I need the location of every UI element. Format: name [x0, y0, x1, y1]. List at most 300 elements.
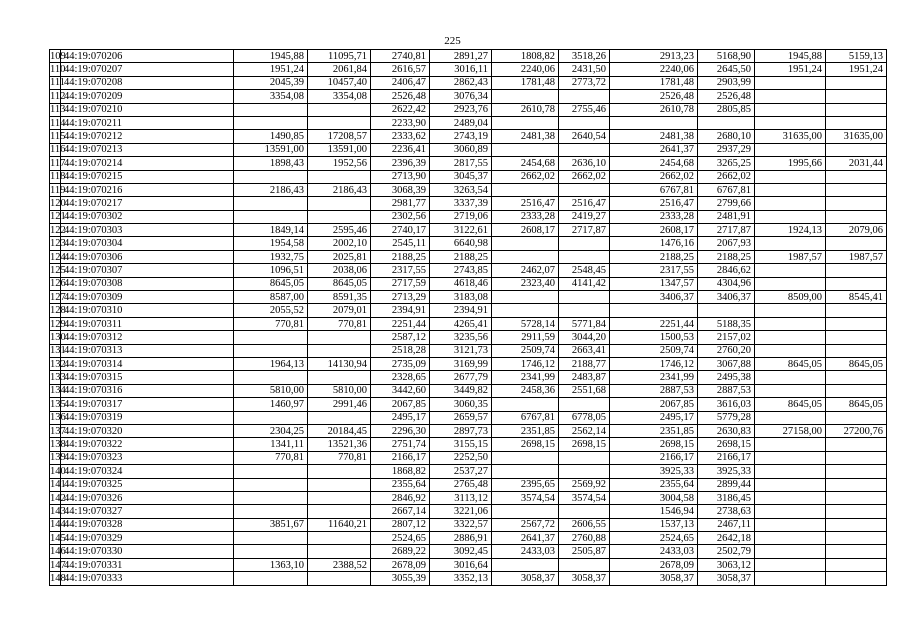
value-cell: 2630,83 [698, 424, 755, 437]
value-cell: 6640,98 [430, 237, 492, 250]
value-cell [755, 170, 826, 183]
value-cell [755, 572, 826, 585]
table-row [50, 277, 887, 290]
row-number: 119 [50, 184, 66, 196]
table-row [50, 451, 887, 464]
value-cell: 11095,71 [308, 50, 371, 63]
row-number: 125 [50, 264, 66, 276]
row-number: 123 [50, 238, 66, 250]
table-body [50, 50, 887, 586]
table-row [50, 465, 887, 478]
row-number: 120 [50, 197, 66, 209]
table-row [50, 157, 887, 170]
value-cell [492, 304, 559, 317]
value-cell: 2188,25 [698, 250, 755, 263]
value-cell: 3354,08 [234, 90, 308, 103]
value-cell [755, 116, 826, 129]
value-cell: 2002,10 [308, 237, 371, 250]
row-number: 134 [50, 385, 66, 397]
value-cell: 1945,88 [234, 50, 308, 63]
row-number: 121 [50, 211, 66, 223]
value-cell: 2495,17 [371, 411, 430, 424]
value-cell [755, 103, 826, 116]
value-cell [234, 170, 308, 183]
value-cell [234, 344, 308, 357]
cadastral-code: 44:19:070325 [61, 478, 234, 491]
value-cell: 2524,65 [371, 532, 430, 545]
row-number: 142 [50, 492, 66, 504]
cadastral-code: 44:19:070327 [61, 505, 234, 518]
value-cell: 2773,72 [559, 76, 610, 89]
value-cell [755, 331, 826, 344]
value-cell: 2395,65 [492, 478, 559, 491]
value-cell [826, 558, 887, 571]
value-cell [755, 210, 826, 223]
value-cell: 2166,17 [698, 451, 755, 464]
value-cell: 3322,57 [430, 518, 492, 531]
value-cell: 2394,91 [371, 304, 430, 317]
value-cell [826, 371, 887, 384]
value-cell: 1849,14 [234, 224, 308, 237]
value-cell: 3406,37 [698, 291, 755, 304]
cadastral-code: 44:19:070328 [61, 518, 234, 531]
value-cell: 2495,38 [698, 371, 755, 384]
value-cell: 2743,85 [430, 264, 492, 277]
row-number: 110 [50, 64, 66, 76]
value-cell: 2355,64 [610, 478, 698, 491]
value-cell: 2698,15 [610, 438, 698, 451]
value-cell: 2805,85 [698, 103, 755, 116]
value-cell [826, 532, 887, 545]
row-number: 112 [50, 90, 66, 102]
value-cell: 3265,25 [698, 157, 755, 170]
value-cell: 4265,41 [430, 317, 492, 330]
value-cell: 20184,45 [308, 424, 371, 437]
value-cell [559, 116, 610, 129]
value-cell [234, 491, 308, 504]
value-cell [755, 317, 826, 330]
value-cell [826, 491, 887, 504]
value-cell [826, 90, 887, 103]
row-number: 138 [50, 439, 66, 451]
value-cell: 1500,53 [610, 331, 698, 344]
value-cell [234, 331, 308, 344]
value-cell: 1987,57 [755, 250, 826, 263]
value-cell: 8587,00 [234, 291, 308, 304]
value-cell: 6767,81 [698, 183, 755, 196]
value-cell: 2458,36 [492, 384, 559, 397]
table-row [50, 505, 887, 518]
cadastral-code: 44:19:070323 [61, 451, 234, 464]
cadastral-code: 44:19:070306 [61, 250, 234, 263]
value-cell [755, 411, 826, 424]
value-cell: 2252,50 [430, 451, 492, 464]
value-cell: 2055,52 [234, 304, 308, 317]
value-cell: 1898,43 [234, 157, 308, 170]
cadastral-code: 44:19:070217 [61, 197, 234, 210]
value-cell: 2396,39 [371, 157, 430, 170]
value-cell: 2606,55 [559, 518, 610, 531]
value-cell: 2569,92 [559, 478, 610, 491]
value-cell: 2333,28 [492, 210, 559, 223]
cadastral-code: 44:19:070333 [61, 572, 234, 585]
value-cell [826, 237, 887, 250]
value-cell: 2678,09 [610, 558, 698, 571]
value-cell: 2433,03 [610, 545, 698, 558]
value-cell: 2467,11 [698, 518, 755, 531]
cadastral-code: 44:19:070304 [61, 237, 234, 250]
value-cell: 2991,46 [308, 398, 371, 411]
table-row [50, 478, 887, 491]
row-number: 147 [50, 559, 66, 571]
value-cell: 2717,59 [371, 277, 430, 290]
value-cell: 11640,21 [308, 518, 371, 531]
value-cell: 3616,03 [698, 398, 755, 411]
value-cell: 2495,17 [610, 411, 698, 424]
value-cell: 1924,13 [755, 224, 826, 237]
value-cell: 2518,28 [371, 344, 430, 357]
value-cell: 770,81 [234, 317, 308, 330]
table-row [50, 224, 887, 237]
value-cell: 3442,60 [371, 384, 430, 397]
value-cell: 2355,64 [371, 478, 430, 491]
value-cell [308, 197, 371, 210]
table-row [50, 264, 887, 277]
value-cell: 2862,43 [430, 76, 492, 89]
value-cell: 1995,66 [755, 157, 826, 170]
value-cell [826, 545, 887, 558]
table-row [50, 357, 887, 370]
value-cell: 3044,20 [559, 331, 610, 344]
cadastral-code: 44:19:070320 [61, 424, 234, 437]
value-cell: 2645,50 [698, 63, 755, 76]
row-number: 148 [50, 572, 66, 584]
value-cell [492, 237, 559, 250]
value-cell: 2031,44 [826, 157, 887, 170]
value-cell: 3518,26 [559, 50, 610, 63]
value-cell: 1746,12 [492, 357, 559, 370]
value-cell: 3058,37 [559, 572, 610, 585]
value-cell: 3060,89 [430, 143, 492, 156]
value-cell: 1868,82 [371, 465, 430, 478]
value-cell: 3352,13 [430, 572, 492, 585]
cadastral-code: 44:19:070302 [61, 210, 234, 223]
value-cell [755, 277, 826, 290]
value-cell: 8645,05 [755, 357, 826, 370]
row-number: 113 [50, 104, 66, 116]
row-number: 124 [50, 251, 66, 263]
value-cell: 2887,53 [610, 384, 698, 397]
value-cell: 2166,17 [610, 451, 698, 464]
value-cell: 3186,45 [698, 491, 755, 504]
table-row [50, 545, 887, 558]
value-cell [308, 532, 371, 545]
value-cell: 8545,41 [826, 291, 887, 304]
value-cell: 2548,45 [559, 264, 610, 277]
value-cell: 2188,25 [371, 250, 430, 263]
value-cell: 2717,87 [698, 224, 755, 237]
value-cell [559, 304, 610, 317]
row-number: 137 [50, 425, 66, 437]
value-cell: 2188,25 [430, 250, 492, 263]
value-cell: 3076,34 [430, 90, 492, 103]
value-cell: 4618,46 [430, 277, 492, 290]
cadastral-code: 44:19:070208 [61, 76, 234, 89]
cadastral-code: 44:19:070331 [61, 558, 234, 571]
value-cell: 2610,78 [492, 103, 559, 116]
value-cell [492, 183, 559, 196]
value-cell [492, 143, 559, 156]
value-cell: 3925,33 [610, 465, 698, 478]
value-cell: 5771,84 [559, 317, 610, 330]
value-cell: 2388,52 [308, 558, 371, 571]
row-number: 131 [50, 345, 66, 357]
value-cell: 2351,85 [492, 424, 559, 437]
value-cell: 2067,85 [610, 398, 698, 411]
cadastral-code: 44:19:070209 [61, 90, 234, 103]
value-cell: 2760,20 [698, 344, 755, 357]
row-number: 135 [50, 398, 66, 410]
value-cell: 2640,54 [559, 130, 610, 143]
value-cell: 3263,54 [430, 183, 492, 196]
value-cell [826, 518, 887, 531]
value-cell: 2981,77 [371, 197, 430, 210]
value-cell: 2662,02 [559, 170, 610, 183]
value-cell [492, 250, 559, 263]
table-row [50, 250, 887, 263]
table-row [50, 411, 887, 424]
value-cell [826, 451, 887, 464]
value-cell: 2454,68 [492, 157, 559, 170]
value-cell: 5810,00 [234, 384, 308, 397]
value-cell [755, 518, 826, 531]
value-cell: 1363,10 [234, 558, 308, 571]
value-cell [755, 438, 826, 451]
value-cell [826, 170, 887, 183]
value-cell: 2481,38 [492, 130, 559, 143]
value-cell: 2545,11 [371, 237, 430, 250]
value-cell: 2678,09 [371, 558, 430, 571]
value-cell [308, 331, 371, 344]
row-number: 136 [50, 412, 66, 424]
value-cell: 2595,46 [308, 224, 371, 237]
row-number: 132 [50, 358, 66, 370]
value-cell: 1546,94 [610, 505, 698, 518]
value-cell [755, 558, 826, 571]
value-cell [755, 344, 826, 357]
value-cell: 3337,39 [430, 197, 492, 210]
table-row [50, 143, 887, 156]
cadastral-code: 44:19:070307 [61, 264, 234, 277]
value-cell: 2481,91 [698, 210, 755, 223]
value-cell: 1987,57 [826, 250, 887, 263]
value-cell [826, 438, 887, 451]
value-cell: 5779,28 [698, 411, 755, 424]
value-cell [755, 384, 826, 397]
value-cell: 3016,64 [430, 558, 492, 571]
table-row [50, 344, 887, 357]
value-cell [826, 76, 887, 89]
cadastral-code: 44:19:070213 [61, 143, 234, 156]
value-cell: 770,81 [234, 451, 308, 464]
value-cell: 2807,12 [371, 518, 430, 531]
value-cell: 2551,68 [559, 384, 610, 397]
value-cell [308, 505, 371, 518]
table-row [50, 491, 887, 504]
value-cell: 2483,87 [559, 371, 610, 384]
row-number: 145 [50, 532, 66, 544]
value-cell: 2641,37 [610, 143, 698, 156]
value-cell: 2186,43 [308, 183, 371, 196]
value-cell: 770,81 [308, 451, 371, 464]
value-cell: 2846,62 [698, 264, 755, 277]
value-cell [826, 465, 887, 478]
row-number: 143 [50, 505, 66, 517]
value-cell: 3925,33 [698, 465, 755, 478]
value-cell: 5159,13 [826, 50, 887, 63]
value-cell [610, 304, 698, 317]
value-cell: 3060,35 [430, 398, 492, 411]
row-number: 133 [50, 372, 66, 384]
value-cell [826, 116, 887, 129]
value-cell: 2735,09 [371, 357, 430, 370]
value-cell: 1932,75 [234, 250, 308, 263]
value-cell: 1460,97 [234, 398, 308, 411]
value-cell: 2067,93 [698, 237, 755, 250]
row-number: 140 [50, 465, 66, 477]
cadastral-code: 44:19:070212 [61, 130, 234, 143]
value-cell: 4141,42 [559, 277, 610, 290]
value-cell [755, 465, 826, 478]
value-cell: 2526,48 [371, 90, 430, 103]
value-cell [610, 116, 698, 129]
value-cell: 6767,81 [610, 183, 698, 196]
value-cell [559, 183, 610, 196]
value-cell [559, 398, 610, 411]
cadastral-code: 44:19:070322 [61, 438, 234, 451]
value-cell: 2740,17 [371, 224, 430, 237]
value-cell: 3067,88 [698, 357, 755, 370]
value-cell: 2323,40 [492, 277, 559, 290]
value-cell: 3354,08 [308, 90, 371, 103]
value-cell: 2240,06 [610, 63, 698, 76]
value-cell: 2719,06 [430, 210, 492, 223]
row-number: 144 [50, 519, 66, 531]
value-cell [234, 210, 308, 223]
value-cell: 14130,94 [308, 357, 371, 370]
value-cell [234, 478, 308, 491]
value-cell: 2899,44 [698, 478, 755, 491]
value-cell: 2641,37 [492, 532, 559, 545]
value-cell: 3045,37 [430, 170, 492, 183]
table-row [50, 371, 887, 384]
value-cell: 2481,38 [610, 130, 698, 143]
value-cell: 2166,17 [371, 451, 430, 464]
value-cell [826, 264, 887, 277]
value-cell: 1781,48 [492, 76, 559, 89]
value-cell: 2698,15 [559, 438, 610, 451]
value-cell: 1476,16 [610, 237, 698, 250]
cadastral-code: 44:19:070206 [61, 50, 234, 63]
value-cell: 1951,24 [755, 63, 826, 76]
value-cell: 1746,12 [610, 357, 698, 370]
value-cell: 2251,44 [610, 317, 698, 330]
value-cell [826, 317, 887, 330]
value-cell [492, 90, 559, 103]
value-cell [826, 197, 887, 210]
value-cell [234, 411, 308, 424]
value-cell: 31635,00 [826, 130, 887, 143]
value-cell: 770,81 [308, 317, 371, 330]
value-cell [234, 116, 308, 129]
value-cell [755, 545, 826, 558]
value-cell: 3063,12 [698, 558, 755, 571]
cadastral-code: 44:19:070311 [61, 317, 234, 330]
value-cell: 2903,99 [698, 76, 755, 89]
table-row [50, 50, 887, 63]
cadastral-code: 44:19:070312 [61, 331, 234, 344]
value-cell [308, 210, 371, 223]
value-cell: 2526,48 [698, 90, 755, 103]
value-cell [755, 237, 826, 250]
value-cell [826, 478, 887, 491]
value-cell: 3155,15 [430, 438, 492, 451]
value-cell: 3183,08 [430, 291, 492, 304]
value-cell: 2662,02 [610, 170, 698, 183]
value-cell: 2659,57 [430, 411, 492, 424]
value-cell [308, 465, 371, 478]
value-cell [826, 183, 887, 196]
value-cell: 8509,00 [755, 291, 826, 304]
value-cell [492, 465, 559, 478]
data-table [49, 49, 887, 586]
value-cell [492, 291, 559, 304]
cadastral-code: 44:19:070326 [61, 491, 234, 504]
row-number: 128 [50, 305, 66, 317]
value-cell: 5188,35 [698, 317, 755, 330]
cadastral-code: 44:19:070319 [61, 411, 234, 424]
value-cell [755, 304, 826, 317]
value-cell [559, 558, 610, 571]
table-row [50, 170, 887, 183]
value-cell: 31635,00 [755, 130, 826, 143]
value-cell [755, 76, 826, 89]
value-cell [308, 491, 371, 504]
value-cell: 2680,10 [698, 130, 755, 143]
row-number: 126 [50, 278, 66, 290]
value-cell: 2886,91 [430, 532, 492, 545]
value-cell [492, 398, 559, 411]
value-cell: 6767,81 [492, 411, 559, 424]
table-row [50, 291, 887, 304]
value-cell: 2240,06 [492, 63, 559, 76]
value-cell [826, 411, 887, 424]
value-cell: 17208,57 [308, 130, 371, 143]
value-cell: 3058,37 [610, 572, 698, 585]
table-row [50, 398, 887, 411]
value-cell: 2186,43 [234, 183, 308, 196]
value-cell: 2662,02 [492, 170, 559, 183]
value-cell: 2406,47 [371, 76, 430, 89]
value-cell: 10457,40 [308, 76, 371, 89]
value-cell: 2304,25 [234, 424, 308, 437]
row-number: 139 [50, 452, 66, 464]
cadastral-code: 44:19:070215 [61, 170, 234, 183]
value-cell [826, 384, 887, 397]
value-cell: 2689,22 [371, 545, 430, 558]
value-cell: 3449,82 [430, 384, 492, 397]
value-cell: 1490,85 [234, 130, 308, 143]
